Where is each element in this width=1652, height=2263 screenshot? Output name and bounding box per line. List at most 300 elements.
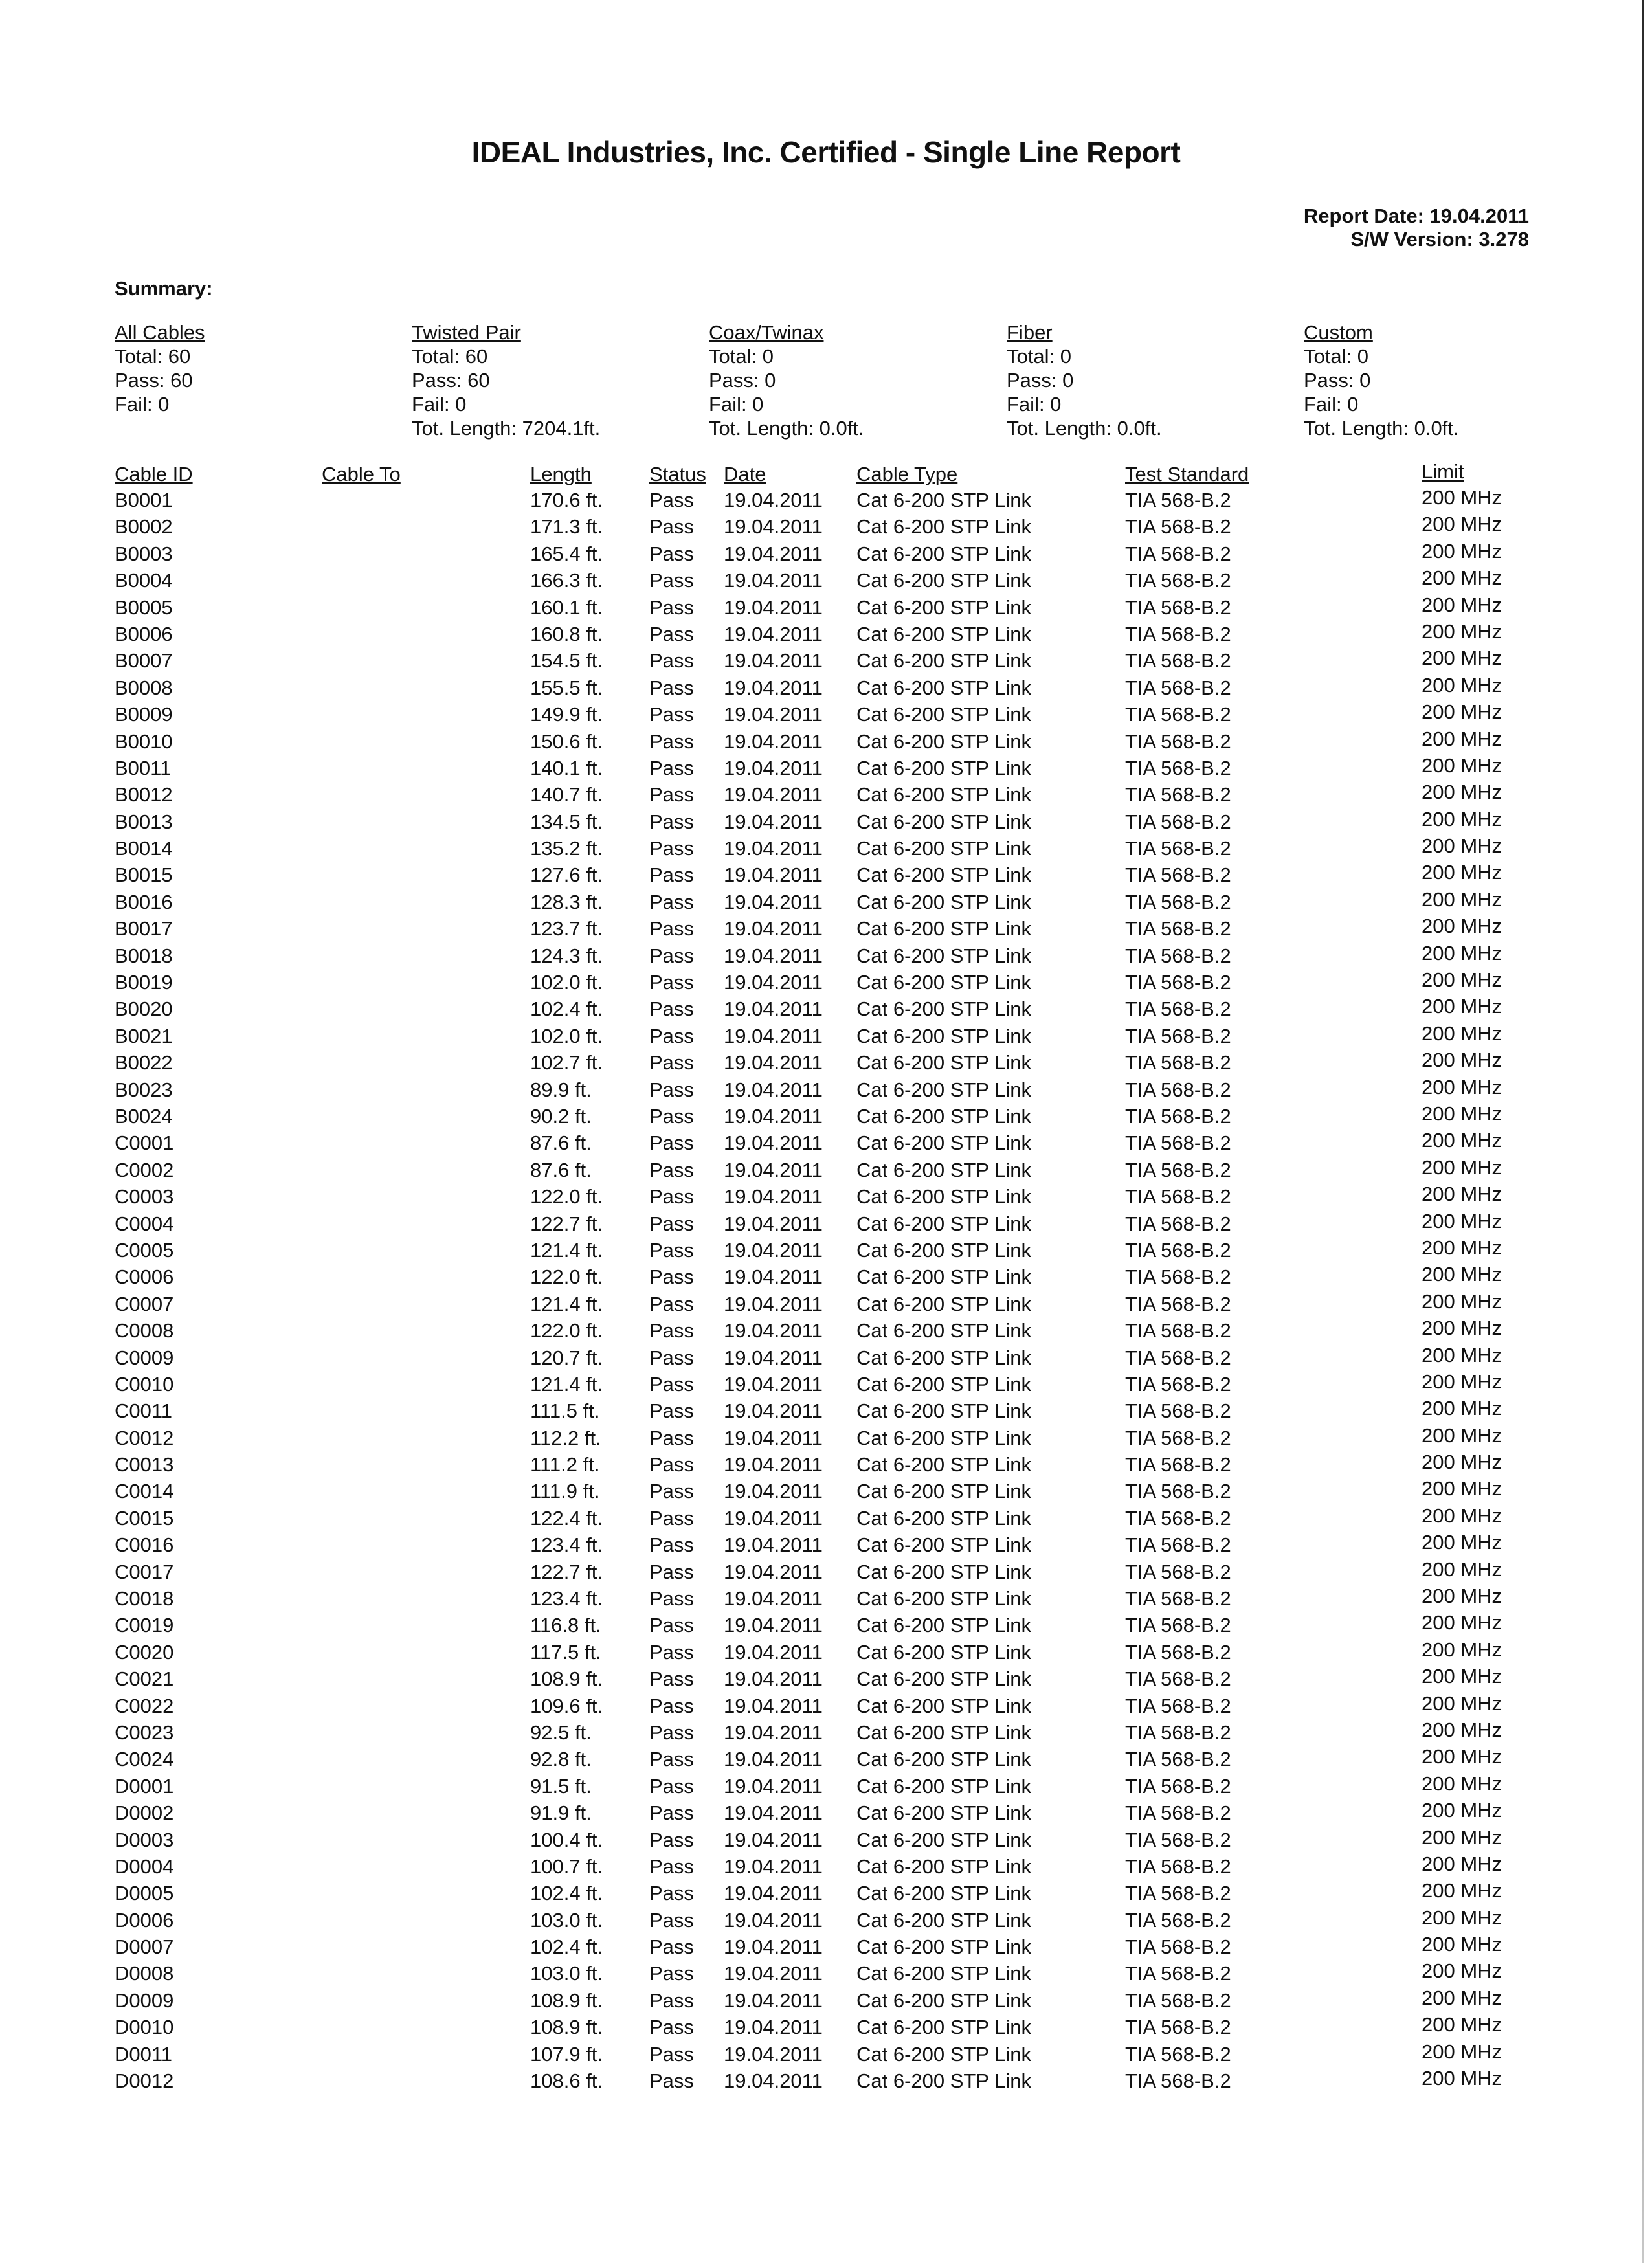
- test-standard-cell: TIA 568-B.2: [1125, 1078, 1231, 1101]
- cable-type-cell: Cat 6-200 STP Link: [856, 1533, 1031, 1557]
- status-cell: Pass: [649, 1640, 694, 1664]
- cable-table-body: [0, 486, 1652, 2096]
- length-cell: 134.5 ft.: [530, 810, 603, 833]
- test-standard-cell: TIA 568-B.2: [1125, 1801, 1231, 1825]
- table-row: [0, 593, 1652, 623]
- length-cell: 171.3 ft.: [530, 515, 603, 539]
- cable-id-cell: B0021: [115, 1024, 173, 1047]
- table-row: [0, 727, 1652, 757]
- cable-type-cell: Cat 6-200 STP Link: [856, 837, 1031, 860]
- status-cell: Pass: [649, 837, 694, 860]
- date-cell: 19.04.2011: [724, 1292, 823, 1315]
- test-standard-cell: TIA 568-B.2: [1125, 1533, 1231, 1557]
- limit-cell: 200 MHz: [1422, 1825, 1502, 1849]
- test-standard-cell: TIA 568-B.2: [1125, 1908, 1231, 1932]
- table-row: [0, 1102, 1652, 1132]
- limit-cell: 200 MHz: [1422, 1236, 1502, 1259]
- length-cell: 165.4 ft.: [530, 542, 603, 565]
- cable-type-cell: Cat 6-200 STP Link: [856, 1265, 1031, 1289]
- test-standard-cell: TIA 568-B.2: [1125, 1882, 1231, 1905]
- cable-id-cell: B0022: [115, 1051, 173, 1075]
- table-row: [0, 1879, 1652, 1908]
- test-standard-cell: TIA 568-B.2: [1125, 1346, 1231, 1369]
- cable-type-cell: Cat 6-200 STP Link: [856, 998, 1031, 1021]
- header-cable-id: Cable ID: [115, 463, 193, 485]
- test-standard-cell: TIA 568-B.2: [1125, 1640, 1231, 1664]
- status-cell: Pass: [649, 1935, 694, 1959]
- limit-cell: 200 MHz: [1422, 1959, 1502, 1983]
- date-cell: 19.04.2011: [724, 810, 823, 833]
- date-cell: 19.04.2011: [724, 1774, 823, 1798]
- length-cell: 108.9 ft.: [530, 1989, 603, 2012]
- cable-id-cell: C0021: [115, 1667, 174, 1691]
- status-cell: Pass: [649, 1212, 694, 1235]
- summary-pass: Pass: 0: [709, 369, 776, 392]
- length-cell: 124.3 ft.: [530, 944, 603, 967]
- table-row: [0, 539, 1652, 569]
- cable-id-cell: D0010: [115, 2016, 174, 2039]
- test-standard-cell: TIA 568-B.2: [1125, 703, 1231, 726]
- cable-id-cell: B0014: [115, 837, 173, 860]
- test-standard-cell: TIA 568-B.2: [1125, 569, 1231, 592]
- limit-cell: 200 MHz: [1422, 2067, 1502, 2090]
- status-cell: Pass: [649, 1667, 694, 1691]
- summary-total: Total: 0: [1007, 345, 1071, 368]
- status-cell: Pass: [649, 890, 694, 913]
- cable-id-cell: B0024: [115, 1104, 173, 1128]
- date-cell: 19.04.2011: [724, 2069, 823, 2093]
- limit-cell: 200 MHz: [1422, 941, 1502, 964]
- cable-type-cell: Cat 6-200 STP Link: [856, 1132, 1031, 1155]
- status-cell: Pass: [649, 1587, 694, 1611]
- cable-type-cell: Cat 6-200 STP Link: [856, 2069, 1031, 2093]
- test-standard-cell: TIA 568-B.2: [1125, 2069, 1231, 2093]
- cable-type-cell: Cat 6-200 STP Link: [856, 971, 1031, 994]
- cable-type-cell: Cat 6-200 STP Link: [856, 756, 1031, 779]
- limit-cell: 200 MHz: [1422, 1611, 1502, 1634]
- test-standard-cell: TIA 568-B.2: [1125, 810, 1231, 833]
- test-standard-cell: TIA 568-B.2: [1125, 1238, 1231, 1262]
- length-cell: 108.6 ft.: [530, 2069, 603, 2093]
- cable-type-cell: Cat 6-200 STP Link: [856, 1828, 1031, 1851]
- limit-cell: 200 MHz: [1422, 1852, 1502, 1875]
- limit-cell: 200 MHz: [1422, 1370, 1502, 1393]
- status-cell: Pass: [649, 1560, 694, 1583]
- limit-cell: 200 MHz: [1422, 2040, 1502, 2063]
- table-row: [0, 1075, 1652, 1105]
- test-standard-cell: TIA 568-B.2: [1125, 756, 1231, 779]
- cable-id-cell: C0008: [115, 1319, 174, 1343]
- test-standard-cell: TIA 568-B.2: [1125, 944, 1231, 967]
- table-row: [0, 1477, 1652, 1506]
- date-cell: 19.04.2011: [724, 1667, 823, 1691]
- status-cell: Pass: [649, 1399, 694, 1423]
- table-row: [0, 1825, 1652, 1855]
- table-row: [0, 1423, 1652, 1453]
- length-cell: 140.1 ft.: [530, 756, 603, 779]
- status-cell: Pass: [649, 1319, 694, 1343]
- cable-type-cell: Cat 6-200 STP Link: [856, 917, 1031, 941]
- summary-fail: Fail: 0: [412, 393, 467, 416]
- limit-cell: 200 MHz: [1422, 915, 1502, 938]
- status-cell: Pass: [649, 1078, 694, 1101]
- table-row: [0, 1289, 1652, 1319]
- length-cell: 135.2 ft.: [530, 837, 603, 860]
- status-cell: Pass: [649, 1346, 694, 1369]
- cable-id-cell: B0019: [115, 971, 173, 994]
- cable-id-cell: D0003: [115, 1828, 174, 1851]
- status-cell: Pass: [649, 2016, 694, 2039]
- limit-cell: 200 MHz: [1422, 1451, 1502, 1474]
- summary-fail: Fail: 0: [1304, 393, 1359, 416]
- test-standard-cell: TIA 568-B.2: [1125, 676, 1231, 699]
- status-cell: Pass: [649, 730, 694, 753]
- cable-type-cell: Cat 6-200 STP Link: [856, 1908, 1031, 1932]
- test-standard-cell: TIA 568-B.2: [1125, 1051, 1231, 1075]
- limit-cell: 200 MHz: [1422, 1799, 1502, 1822]
- cable-id-cell: B0008: [115, 676, 173, 699]
- limit-cell: 200 MHz: [1422, 1665, 1502, 1688]
- status-cell: Pass: [649, 1238, 694, 1262]
- report-date: Report Date: 19.04.2011: [1303, 205, 1529, 227]
- limit-cell: 200 MHz: [1422, 1879, 1502, 1902]
- table-row: [0, 1399, 1652, 1426]
- summary-total: Total: 0: [709, 345, 774, 368]
- date-cell: 19.04.2011: [724, 1185, 823, 1209]
- date-cell: 19.04.2011: [724, 1614, 823, 1637]
- cable-type-cell: Cat 6-200 STP Link: [856, 703, 1031, 726]
- limit-cell: 200 MHz: [1422, 1289, 1502, 1313]
- cable-id-cell: C0005: [115, 1238, 174, 1262]
- cable-id-cell: D0007: [115, 1935, 174, 1959]
- summary-category: All Cables: [115, 321, 205, 344]
- date-cell: 19.04.2011: [724, 1560, 823, 1583]
- cable-id-cell: C0013: [115, 1453, 174, 1477]
- table-row: [0, 1343, 1652, 1373]
- summary-length: Tot. Length: 7204.1ft.: [412, 417, 601, 440]
- date-cell: 19.04.2011: [724, 837, 823, 860]
- cable-type-cell: Cat 6-200 STP Link: [856, 1614, 1031, 1637]
- date-cell: 19.04.2011: [724, 1801, 823, 1825]
- table-row: [0, 1129, 1652, 1158]
- cable-id-cell: D0006: [115, 1908, 174, 1932]
- date-cell: 19.04.2011: [724, 622, 823, 645]
- limit-cell: 200 MHz: [1422, 1933, 1502, 1956]
- limit-cell: 200 MHz: [1422, 1772, 1502, 1795]
- table-row: [0, 2040, 1652, 2069]
- cable-id-cell: C0017: [115, 1560, 174, 1583]
- cable-id-cell: B0020: [115, 998, 173, 1021]
- limit-cell: 200 MHz: [1422, 781, 1502, 804]
- status-cell: Pass: [649, 1051, 694, 1075]
- limit-cell: 200 MHz: [1422, 2013, 1502, 2036]
- limit-cell: 200 MHz: [1422, 1129, 1502, 1152]
- test-standard-cell: TIA 568-B.2: [1125, 1721, 1231, 1744]
- limit-cell: 200 MHz: [1422, 834, 1502, 858]
- table-row: [0, 941, 1652, 971]
- cable-id-cell: C0006: [115, 1265, 174, 1289]
- cable-id-cell: B0004: [115, 569, 173, 592]
- status-cell: Pass: [649, 1372, 694, 1396]
- status-cell: Pass: [649, 756, 694, 779]
- cable-type-cell: Cat 6-200 STP Link: [856, 730, 1031, 753]
- test-standard-cell: TIA 568-B.2: [1125, 622, 1231, 645]
- length-cell: 102.0 ft.: [530, 971, 603, 994]
- status-cell: Pass: [649, 649, 694, 673]
- test-standard-cell: TIA 568-B.2: [1125, 1855, 1231, 1878]
- cable-type-cell: Cat 6-200 STP Link: [856, 890, 1031, 913]
- cable-id-cell: C0009: [115, 1346, 174, 1369]
- length-cell: 149.9 ft.: [530, 703, 603, 726]
- limit-cell: 200 MHz: [1422, 1049, 1502, 1072]
- cable-id-cell: D0002: [115, 1801, 174, 1825]
- test-standard-cell: TIA 568-B.2: [1125, 1104, 1231, 1128]
- summary-pass: Pass: 0: [1304, 369, 1371, 392]
- cable-id-cell: C0001: [115, 1132, 174, 1155]
- cable-id-cell: B0018: [115, 944, 173, 967]
- length-cell: 91.9 ft.: [530, 1801, 592, 1825]
- summary-category: Custom: [1304, 321, 1373, 344]
- limit-cell: 200 MHz: [1422, 1691, 1502, 1715]
- table-row: [0, 807, 1652, 837]
- status-cell: Pass: [649, 1158, 694, 1181]
- test-standard-cell: TIA 568-B.2: [1125, 1132, 1231, 1155]
- cable-id-cell: C0007: [115, 1292, 174, 1315]
- limit-cell: 200 MHz: [1422, 673, 1502, 697]
- date-cell: 19.04.2011: [724, 890, 823, 913]
- status-cell: Pass: [649, 1185, 694, 1209]
- limit-cell: 200 MHz: [1422, 1504, 1502, 1527]
- length-cell: 92.8 ft.: [530, 1748, 592, 1771]
- limit-cell: 200 MHz: [1422, 1986, 1502, 2009]
- limit-cell: 200 MHz: [1422, 1477, 1502, 1500]
- table-row: [0, 995, 1652, 1024]
- date-cell: 19.04.2011: [724, 1078, 823, 1101]
- cable-id-cell: D0005: [115, 1882, 174, 1905]
- test-standard-cell: TIA 568-B.2: [1125, 1828, 1231, 1851]
- cable-id-cell: C0016: [115, 1533, 174, 1557]
- table-row: [0, 1453, 1652, 1480]
- report-meta: [1304, 205, 1529, 251]
- cable-type-cell: Cat 6-200 STP Link: [856, 1935, 1031, 1959]
- date-cell: 19.04.2011: [724, 676, 823, 699]
- report-title: IDEAL Industries, Inc. Certified - Single Line Report: [471, 135, 1181, 169]
- length-cell: 140.7 ft.: [530, 783, 603, 807]
- date-cell: 19.04.2011: [724, 542, 823, 565]
- summary-custom: [1304, 320, 1459, 440]
- date-cell: 19.04.2011: [724, 1506, 823, 1530]
- test-standard-cell: TIA 568-B.2: [1125, 1158, 1231, 1181]
- status-cell: Pass: [649, 917, 694, 941]
- header-status: Status: [649, 463, 706, 485]
- status-cell: Pass: [649, 2042, 694, 2066]
- table-row: [0, 1935, 1652, 1962]
- test-standard-cell: TIA 568-B.2: [1125, 890, 1231, 913]
- cable-type-cell: Cat 6-200 STP Link: [856, 1506, 1031, 1530]
- length-cell: 123.4 ft.: [530, 1533, 603, 1557]
- cable-id-cell: C0018: [115, 1587, 174, 1611]
- status-cell: Pass: [649, 810, 694, 833]
- length-cell: 102.4 ft.: [530, 1935, 603, 1959]
- header-cable-type: Cable Type: [856, 463, 958, 485]
- cable-id-cell: C0019: [115, 1614, 174, 1637]
- date-cell: 19.04.2011: [724, 864, 823, 887]
- date-cell: 19.04.2011: [724, 1453, 823, 1477]
- cable-type-cell: Cat 6-200 STP Link: [856, 2042, 1031, 2066]
- cable-type-cell: Cat 6-200 STP Link: [856, 489, 1031, 511]
- limit-cell: 200 MHz: [1422, 861, 1502, 884]
- date-cell: 19.04.2011: [724, 1212, 823, 1235]
- length-cell: 103.0 ft.: [530, 1962, 603, 1985]
- test-standard-cell: TIA 568-B.2: [1125, 489, 1231, 511]
- limit-cell: 200 MHz: [1422, 1718, 1502, 1741]
- status-cell: Pass: [649, 569, 694, 592]
- summary-all-cables: [115, 320, 205, 416]
- length-cell: 154.5 ft.: [530, 649, 603, 673]
- limit-cell: 200 MHz: [1422, 1906, 1502, 1929]
- status-cell: Pass: [649, 1104, 694, 1128]
- test-standard-cell: TIA 568-B.2: [1125, 1399, 1231, 1423]
- table-row: [0, 834, 1652, 864]
- status-cell: Pass: [649, 1962, 694, 1985]
- date-cell: 19.04.2011: [724, 1319, 823, 1343]
- date-cell: 19.04.2011: [724, 569, 823, 592]
- header-limit: Limit: [1422, 460, 1464, 483]
- date-cell: 19.04.2011: [724, 917, 823, 941]
- test-standard-cell: TIA 568-B.2: [1125, 917, 1231, 941]
- summary-fail: Fail: 0: [709, 393, 764, 416]
- cable-type-cell: Cat 6-200 STP Link: [856, 1158, 1031, 1181]
- status-cell: Pass: [649, 1480, 694, 1503]
- date-cell: 19.04.2011: [724, 1721, 823, 1744]
- test-standard-cell: TIA 568-B.2: [1125, 1265, 1231, 1289]
- summary-length: Tot. Length: 0.0ft.: [709, 417, 864, 440]
- limit-cell: 200 MHz: [1422, 1317, 1502, 1340]
- limit-cell: 200 MHz: [1422, 1075, 1502, 1098]
- table-row: [0, 619, 1652, 649]
- table-row: [0, 1959, 1652, 1989]
- date-cell: 19.04.2011: [724, 756, 823, 779]
- date-cell: 19.04.2011: [724, 1962, 823, 1985]
- test-standard-cell: TIA 568-B.2: [1125, 998, 1231, 1021]
- length-cell: 107.9 ft.: [530, 2042, 603, 2066]
- summary-heading: Summary:: [115, 277, 213, 300]
- date-cell: 19.04.2011: [724, 1935, 823, 1959]
- test-standard-cell: TIA 568-B.2: [1125, 2042, 1231, 2066]
- date-cell: 19.04.2011: [724, 649, 823, 673]
- cable-id-cell: B0015: [115, 864, 173, 887]
- table-row: [0, 1852, 1652, 1882]
- status-cell: Pass: [649, 489, 694, 511]
- cable-type-cell: Cat 6-200 STP Link: [856, 1292, 1031, 1315]
- status-cell: Pass: [649, 1506, 694, 1530]
- table-row: [0, 1667, 1652, 1694]
- date-cell: 19.04.2011: [724, 1828, 823, 1851]
- summary-total: Total: 60: [115, 345, 191, 368]
- status-cell: Pass: [649, 864, 694, 887]
- limit-cell: 200 MHz: [1422, 1209, 1502, 1232]
- table-row: [0, 515, 1652, 542]
- length-cell: 100.7 ft.: [530, 1855, 603, 1878]
- status-cell: Pass: [649, 542, 694, 565]
- cable-id-cell: C0024: [115, 1748, 174, 1771]
- date-cell: 19.04.2011: [724, 1399, 823, 1423]
- limit-cell: 200 MHz: [1422, 1343, 1502, 1366]
- test-standard-cell: TIA 568-B.2: [1125, 1024, 1231, 1047]
- length-cell: 89.9 ft.: [530, 1078, 592, 1101]
- cable-type-cell: Cat 6-200 STP Link: [856, 1051, 1031, 1075]
- cable-type-cell: Cat 6-200 STP Link: [856, 1748, 1031, 1771]
- cable-type-cell: Cat 6-200 STP Link: [856, 1238, 1031, 1262]
- date-cell: 19.04.2011: [724, 489, 823, 511]
- cable-type-cell: Cat 6-200 STP Link: [856, 1962, 1031, 1985]
- summary-coax-twinax: [709, 320, 864, 440]
- table-row: [0, 753, 1652, 783]
- table-row: [0, 1718, 1652, 1748]
- cable-id-cell: D0011: [115, 2042, 173, 2066]
- cable-id-cell: D0012: [115, 2069, 174, 2093]
- cable-id-cell: B0009: [115, 703, 173, 726]
- cable-id-cell: C0002: [115, 1158, 174, 1181]
- table-row: [0, 1051, 1652, 1078]
- date-cell: 19.04.2011: [724, 971, 823, 994]
- cable-id-cell: C0022: [115, 1694, 174, 1717]
- limit-cell: 200 MHz: [1422, 619, 1502, 643]
- cable-type-cell: Cat 6-200 STP Link: [856, 1319, 1031, 1343]
- status-cell: Pass: [649, 1453, 694, 1477]
- length-cell: 87.6 ft.: [530, 1132, 592, 1155]
- length-cell: 128.3 ft.: [530, 890, 603, 913]
- cable-id-cell: B0007: [115, 649, 173, 673]
- limit-cell: 200 MHz: [1422, 1423, 1502, 1447]
- limit-cell: 200 MHz: [1422, 486, 1502, 509]
- date-cell: 19.04.2011: [724, 1855, 823, 1878]
- limit-cell: 200 MHz: [1422, 1557, 1502, 1581]
- cable-id-cell: B0011: [115, 756, 172, 779]
- cable-id-cell: C0015: [115, 1506, 174, 1530]
- length-cell: 123.4 ft.: [530, 1587, 603, 1611]
- cable-type-cell: Cat 6-200 STP Link: [856, 1078, 1031, 1101]
- test-standard-cell: TIA 568-B.2: [1125, 1614, 1231, 1637]
- cable-type-cell: Cat 6-200 STP Link: [856, 864, 1031, 887]
- table-row: [0, 917, 1652, 944]
- length-cell: 92.5 ft.: [530, 1721, 592, 1744]
- test-standard-cell: TIA 568-B.2: [1125, 649, 1231, 673]
- test-standard-cell: TIA 568-B.2: [1125, 1989, 1231, 2012]
- length-cell: 111.2 ft.: [530, 1453, 600, 1477]
- table-row: [0, 2013, 1652, 2042]
- cable-type-cell: Cat 6-200 STP Link: [856, 622, 1031, 645]
- date-cell: 19.04.2011: [724, 1158, 823, 1181]
- cable-id-cell: C0012: [115, 1426, 174, 1449]
- test-standard-cell: TIA 568-B.2: [1125, 1185, 1231, 1209]
- cable-type-cell: Cat 6-200 STP Link: [856, 1667, 1031, 1691]
- cable-id-cell: B0023: [115, 1078, 173, 1101]
- cable-type-cell: Cat 6-200 STP Link: [856, 1989, 1031, 2012]
- cable-type-cell: Cat 6-200 STP Link: [856, 1587, 1031, 1611]
- table-row: [0, 1801, 1652, 1828]
- cable-id-cell: D0004: [115, 1855, 174, 1878]
- length-cell: 111.9 ft.: [530, 1480, 600, 1503]
- status-cell: Pass: [649, 1694, 694, 1717]
- limit-cell: 200 MHz: [1422, 539, 1502, 563]
- cable-type-cell: Cat 6-200 STP Link: [856, 783, 1031, 807]
- cable-type-cell: Cat 6-200 STP Link: [856, 649, 1031, 673]
- table-row: [0, 1265, 1652, 1292]
- table-row: [0, 1236, 1652, 1265]
- summary-length: Tot. Length: 0.0ft.: [1007, 417, 1162, 440]
- status-cell: Pass: [649, 1828, 694, 1851]
